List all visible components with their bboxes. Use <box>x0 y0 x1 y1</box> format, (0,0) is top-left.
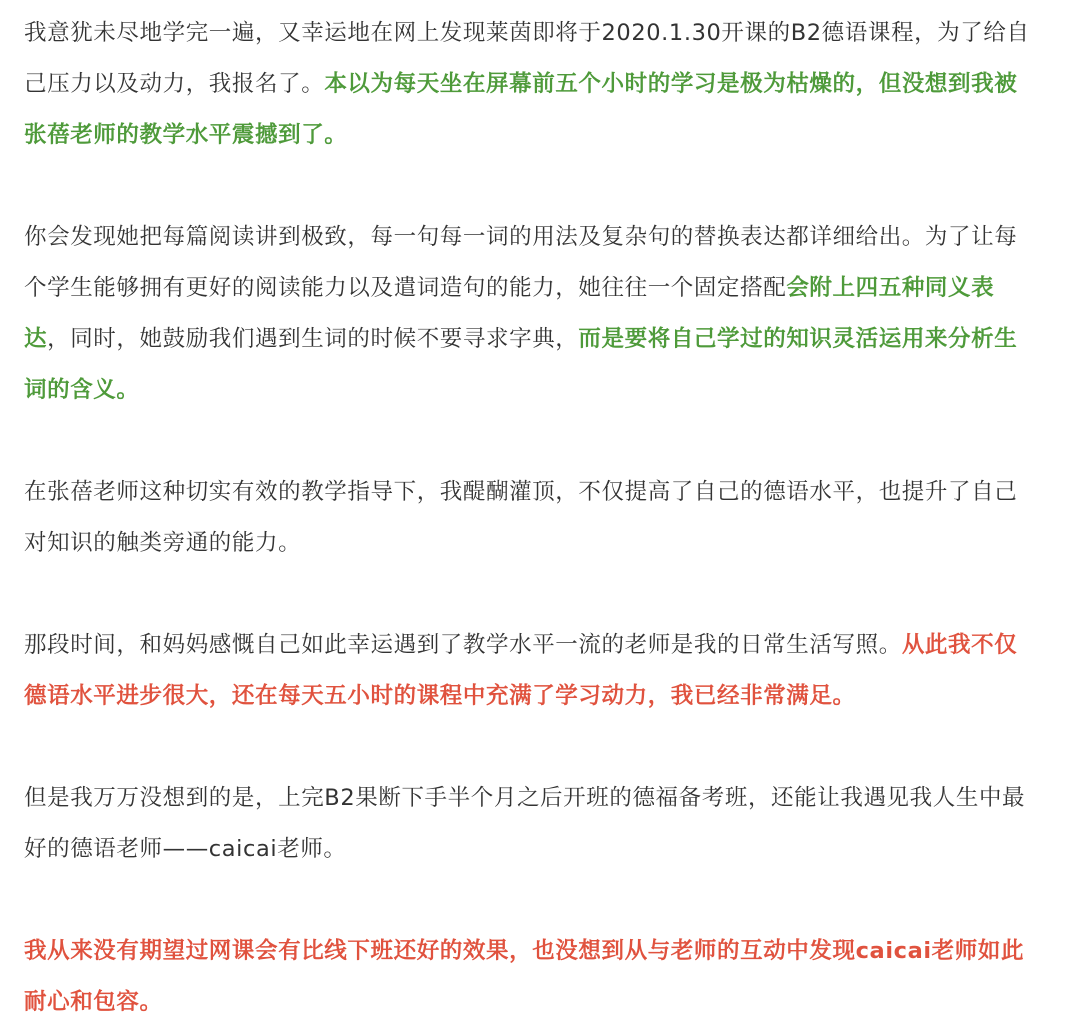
text-segment: 你会发现她把每篇阅读讲到极致，每一句每一词的用法及复杂句的替换表达都详细给出。为了让每个学生能够拥有更好的阅读能力以及遣词造句的能力，她往往一个固定搭配 <box>24 224 1018 301</box>
green-highlight-text: 本以为每天坐在屏幕前五个小时的学习是极为枯燥的，但没想到我被张蓓老师的教学水平震撼到了。 <box>24 71 1018 148</box>
paragraph-spacer <box>24 875 1036 926</box>
paragraph-course-signup <box>24 8 1036 161</box>
paragraph-spacer <box>24 161 1036 212</box>
red-highlight-text: 我从来没有期望过网课会有比线下班还好的效果，也没想到从与老师的互动中发现caicai老师如此耐心和包容。 <box>24 938 1025 1015</box>
paragraph-progress <box>24 620 1036 722</box>
green-highlight-text: 会附上四五种同义表达 <box>24 275 995 352</box>
paragraph-spacer <box>24 722 1036 773</box>
red-highlight-text: 从此我不仅德语水平进步很大，还在每天五小时的课程中充满了学习动力，我已经非常满足。 <box>24 632 1018 709</box>
paragraph-spacer <box>24 569 1036 620</box>
text-segment: 但是我万万没想到的是，上完B2果断下手半个月之后开班的德福备考班，还能让我遇见我人生中最好的德语老师——caicai老师。 <box>24 785 1026 862</box>
text-segment: ，同时，她鼓励我们遇到生词的时候不要寻求字典， <box>47 326 579 352</box>
paragraph-spacer <box>24 416 1036 467</box>
paragraph-online-class <box>24 926 1036 1028</box>
green-highlight-text: 而是要将自己学过的知识灵活运用来分析生词的含义。 <box>24 326 1018 403</box>
text-segment: 那段时间，和妈妈感慨自己如此幸运遇到了教学水平一流的老师是我的日常生活写照。 <box>24 632 902 658</box>
paragraph-reading-method <box>24 212 1036 416</box>
paragraph-teaching-guidance <box>24 467 1036 569</box>
text-segment: 在张蓓老师这种切实有效的教学指导下，我醍醐灌顶，不仅提高了自己的德语水平，也提升了自己对知识的触类旁通的能力。 <box>24 479 1018 556</box>
article-body <box>24 8 1036 1028</box>
text-segment: 我意犹未尽地学完一遍，又幸运地在网上发现莱茵即将于2020.1.30开课的B2德语课程，为了给自己压力以及动力，我报名了。 <box>24 20 1030 97</box>
paragraph-testdaf-class <box>24 773 1036 875</box>
